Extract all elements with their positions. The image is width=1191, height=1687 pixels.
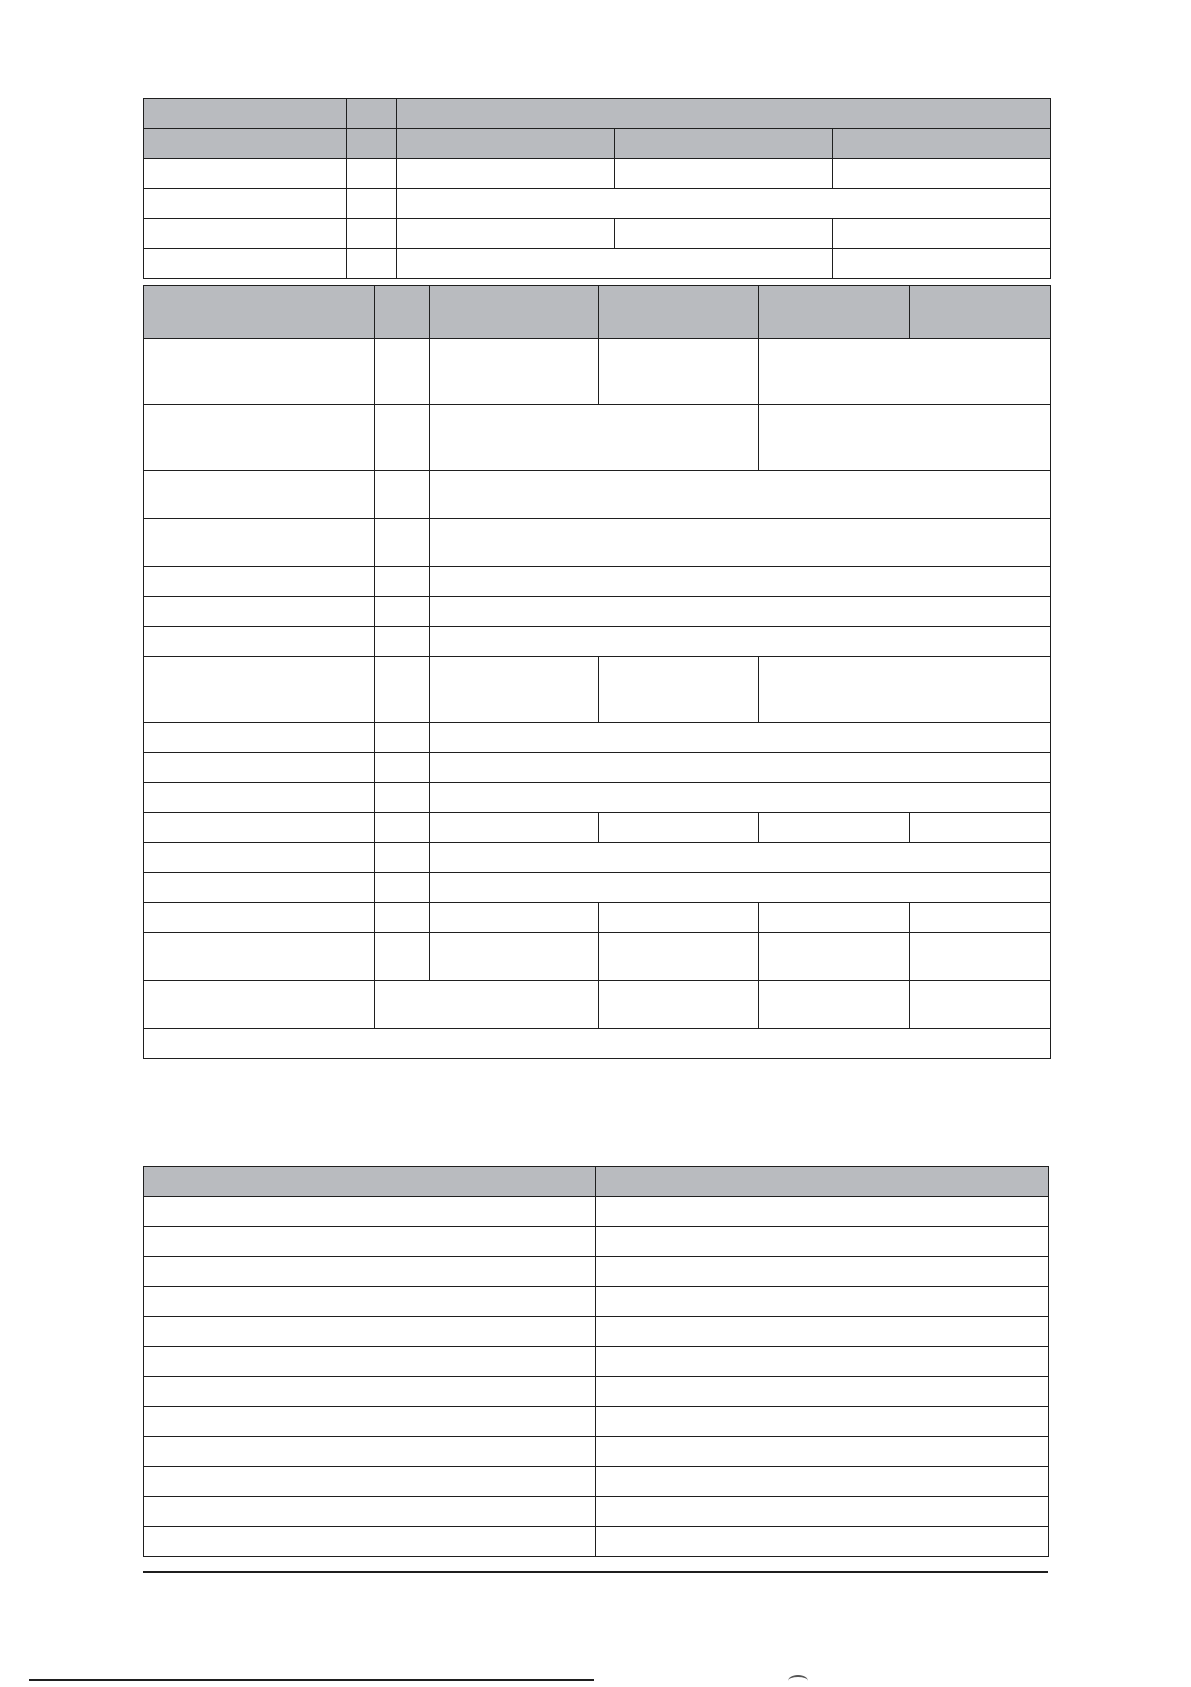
table-row xyxy=(144,1197,1049,1227)
table-cell xyxy=(910,286,1051,339)
table-cell xyxy=(596,1197,1049,1227)
table-cell xyxy=(375,903,430,933)
table-cell xyxy=(144,1527,596,1557)
table-cell xyxy=(375,567,430,597)
table-cell xyxy=(144,1497,596,1527)
table-cell xyxy=(144,129,347,159)
table-row xyxy=(144,1347,1049,1377)
table-cell xyxy=(397,129,615,159)
table-cell xyxy=(910,933,1051,981)
table-cell xyxy=(759,981,910,1029)
page-number-mark xyxy=(788,1675,808,1687)
table-row xyxy=(144,1287,1049,1317)
table-row xyxy=(144,597,1051,627)
table-row xyxy=(144,627,1051,657)
table-row xyxy=(144,933,1051,981)
table-row xyxy=(144,339,1051,405)
table-row xyxy=(144,1497,1049,1527)
table-cell xyxy=(596,1317,1049,1347)
table-cell xyxy=(144,843,375,873)
table-row xyxy=(144,783,1051,813)
table-cell xyxy=(375,813,430,843)
table-row xyxy=(144,519,1051,567)
table-cell xyxy=(375,873,430,903)
table-1 xyxy=(143,98,1051,279)
table-cell xyxy=(599,286,759,339)
table-cell xyxy=(596,1467,1049,1497)
table-cell xyxy=(596,1437,1049,1467)
footnote-rule xyxy=(29,1679,594,1681)
table-cell xyxy=(430,597,1051,627)
table-cell xyxy=(910,903,1051,933)
table-cell xyxy=(375,933,430,981)
table-cell xyxy=(430,286,599,339)
table-cell xyxy=(397,219,615,249)
table-cell xyxy=(397,159,615,189)
table-cell xyxy=(144,783,375,813)
table-cell xyxy=(596,1257,1049,1287)
table-cell xyxy=(833,129,1051,159)
table-cell xyxy=(347,99,397,129)
table-cell xyxy=(375,286,430,339)
table-cell xyxy=(430,339,599,405)
table-row xyxy=(144,219,1051,249)
table-cell xyxy=(144,339,375,405)
table-row xyxy=(144,723,1051,753)
table-cell xyxy=(375,339,430,405)
table-cell xyxy=(144,286,375,339)
table-cell xyxy=(759,339,1051,405)
table-cell xyxy=(144,567,375,597)
table-cell xyxy=(833,249,1051,279)
table-row xyxy=(144,981,1051,1029)
table-cell xyxy=(397,99,1051,129)
table-row xyxy=(144,471,1051,519)
table-cell xyxy=(144,1227,596,1257)
table-cell xyxy=(375,519,430,567)
table-cell xyxy=(144,1257,596,1287)
table-cell xyxy=(599,339,759,405)
table-cell xyxy=(144,1377,596,1407)
table-cell xyxy=(759,813,910,843)
table-cell xyxy=(910,981,1051,1029)
table-cell xyxy=(144,627,375,657)
table-cell xyxy=(833,159,1051,189)
table-row xyxy=(144,1029,1051,1059)
table-row xyxy=(144,1467,1049,1497)
table-cell xyxy=(375,753,430,783)
table-cell xyxy=(144,159,347,189)
table-cell xyxy=(375,657,430,723)
table-header-cell xyxy=(144,1167,596,1197)
table-cell xyxy=(144,405,375,471)
table-cell xyxy=(144,99,347,129)
table-cell xyxy=(759,405,1051,471)
table-cell xyxy=(347,219,397,249)
table-cell xyxy=(144,471,375,519)
table-row xyxy=(144,1527,1049,1557)
table-cell xyxy=(599,981,759,1029)
table-row xyxy=(144,1257,1049,1287)
table-cell xyxy=(347,249,397,279)
table-row xyxy=(144,843,1051,873)
table-cell xyxy=(144,597,375,627)
table-cell xyxy=(144,1467,596,1497)
table-cell xyxy=(144,189,347,219)
table-cell xyxy=(430,783,1051,813)
table-cell xyxy=(144,1029,1051,1059)
table-cell xyxy=(375,597,430,627)
table-row xyxy=(144,873,1051,903)
table-cell xyxy=(759,933,910,981)
table-cell xyxy=(599,813,759,843)
table-cell xyxy=(144,519,375,567)
table-cell xyxy=(144,1407,596,1437)
table-cell xyxy=(144,1317,596,1347)
table-row xyxy=(144,813,1051,843)
table-cell xyxy=(430,873,1051,903)
table-row xyxy=(144,1227,1049,1257)
table-cell xyxy=(596,1287,1049,1317)
table-cell xyxy=(347,159,397,189)
table-row xyxy=(144,567,1051,597)
table-cell xyxy=(144,981,375,1029)
table-cell xyxy=(144,1347,596,1377)
table-cell xyxy=(144,903,375,933)
table-cell xyxy=(430,843,1051,873)
table-cell xyxy=(430,933,599,981)
table-cell xyxy=(375,981,599,1029)
table-cell xyxy=(430,723,1051,753)
table-cell xyxy=(596,1377,1049,1407)
table-cell xyxy=(430,519,1051,567)
table-2 xyxy=(143,285,1051,1059)
table-cell xyxy=(375,627,430,657)
table-row xyxy=(144,129,1051,159)
table-cell xyxy=(144,1197,596,1227)
table-row xyxy=(144,1167,1049,1197)
table-cell xyxy=(375,783,430,813)
table-header-cell xyxy=(596,1167,1049,1197)
table-cell xyxy=(430,813,599,843)
table-row xyxy=(144,753,1051,783)
table-row xyxy=(144,1437,1049,1467)
table-cell xyxy=(615,129,833,159)
table-cell xyxy=(759,657,1051,723)
table-cell xyxy=(375,471,430,519)
table-cell xyxy=(596,1407,1049,1437)
table-cell xyxy=(430,903,599,933)
table-cell xyxy=(833,219,1051,249)
table-cell xyxy=(599,903,759,933)
table-cell xyxy=(375,405,430,471)
table-cell xyxy=(615,219,833,249)
table-cell xyxy=(599,933,759,981)
table-cell xyxy=(430,405,759,471)
table-cell xyxy=(144,219,347,249)
table-cell xyxy=(144,723,375,753)
table-row xyxy=(144,657,1051,723)
table-cell xyxy=(144,1437,596,1467)
table-cell xyxy=(347,189,397,219)
table-cell xyxy=(759,903,910,933)
table-row xyxy=(144,249,1051,279)
table-cell xyxy=(430,657,599,723)
table-cell xyxy=(144,657,375,723)
table-cell xyxy=(599,657,759,723)
table-row xyxy=(144,1317,1049,1347)
table-row xyxy=(144,286,1051,339)
table-cell xyxy=(596,1527,1049,1557)
table-cell xyxy=(910,813,1051,843)
table-cell xyxy=(375,843,430,873)
table-3 xyxy=(143,1166,1049,1557)
table-cell xyxy=(375,723,430,753)
table-cell xyxy=(596,1227,1049,1257)
table-cell xyxy=(144,1287,596,1317)
table-row xyxy=(144,1407,1049,1437)
table-row xyxy=(144,189,1051,219)
table-row xyxy=(144,99,1051,129)
bottom-rule xyxy=(143,1571,1048,1573)
table-row xyxy=(144,1377,1049,1407)
table-cell xyxy=(397,249,833,279)
table-cell xyxy=(144,873,375,903)
table-row xyxy=(144,159,1051,189)
table-cell xyxy=(596,1347,1049,1377)
table-cell xyxy=(347,129,397,159)
table-cell xyxy=(759,286,910,339)
table-cell xyxy=(430,627,1051,657)
table-cell xyxy=(144,933,375,981)
table-cell xyxy=(144,249,347,279)
table-cell xyxy=(615,159,833,189)
table-cell xyxy=(144,813,375,843)
table-cell xyxy=(596,1497,1049,1527)
table-cell xyxy=(430,471,1051,519)
table-cell xyxy=(430,567,1051,597)
table-row xyxy=(144,405,1051,471)
table-row xyxy=(144,903,1051,933)
table-cell xyxy=(144,753,375,783)
table-cell xyxy=(430,753,1051,783)
table-cell xyxy=(397,189,1051,219)
